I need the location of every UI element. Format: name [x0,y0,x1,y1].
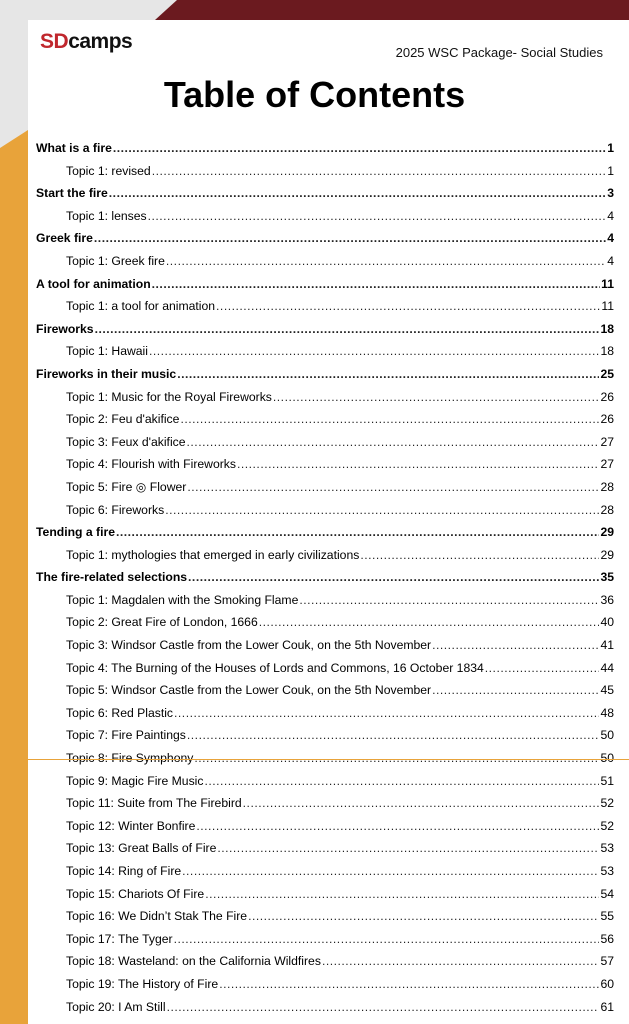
toc-topic-entry[interactable] [36,932,614,955]
toc-page-number: 11 [601,276,614,291]
toc-dot-leader [174,706,599,720]
toc-dot-leader [273,390,600,404]
toc-page-number: 51 [600,773,614,788]
toc-page-number: 36 [600,592,614,607]
toc-entry-title: Topic 1: Greek fire [66,253,165,268]
toc-topic-entry[interactable] [36,774,614,797]
toc-topic-entry[interactable] [36,638,614,661]
toc-dot-leader [196,819,599,833]
toc-page-number: 44 [600,660,614,675]
toc-dot-leader [109,186,606,200]
toc-topic-entry[interactable] [36,977,614,1000]
toc-entry-title: Fireworks [36,321,94,336]
toc-dot-leader [165,503,599,517]
toc-dot-leader [166,254,606,268]
toc-dot-leader [322,954,600,968]
toc-topic-entry[interactable] [36,819,614,842]
toc-entry-title: Topic 1: Magdalen with the Smoking Flame [66,592,299,607]
toc-topic-entry[interactable] [36,796,614,819]
toc-page-number: 41 [600,638,614,653]
toc-dot-leader [116,525,599,539]
toc-entry-title: Topic 12: Winter Bonfire [66,818,196,833]
toc-dot-leader [243,796,600,810]
package-title: 2025 WSC Package- Social Studies [395,45,603,60]
toc-dot-leader [188,570,599,584]
toc-entry-title: Topic 1: a tool for animation [66,299,216,314]
toc-topic-entry[interactable] [36,728,614,751]
toc-dot-leader [167,1000,600,1014]
toc-page-number: 57 [600,954,614,969]
toc-entry-title: Topic 1: Hawaii [66,344,148,359]
toc-topic-entry[interactable] [36,954,614,977]
toc-page-number: 4 [607,253,614,268]
toc-page-number: 35 [600,570,614,585]
toc-dot-leader [204,774,599,788]
toc-page-number: 40 [600,615,614,630]
toc-page-number: 45 [600,683,614,698]
toc-entry-title: A tool for animation [36,276,151,291]
toc-entry-title: Start the fire [36,186,108,201]
sdcamps-logo [40,30,132,54]
toc-dot-leader [187,728,600,742]
toc-page-number: 52 [600,796,614,811]
toc-entry-title: Tending a fire [36,525,115,540]
top-light-band [0,0,155,20]
toc-topic-entry[interactable] [36,615,614,638]
toc-dot-leader [187,435,600,449]
toc-dot-leader [187,480,599,494]
toc-entry-title: Topic 1: mythologies that emerged in early civilizations [66,547,360,562]
toc-entry-title: Topic 4: The Burning of the Houses of Lords and Commons, 16 October 1834 [66,660,484,675]
toc-dot-leader [216,299,600,313]
toc-page-number: 3 [607,186,614,201]
left-stripe-cap [0,130,28,148]
toc-topic-entry[interactable] [36,661,614,684]
toc-dot-leader [219,977,599,991]
toc-page-number: 50 [600,728,614,743]
toc-page-number: 28 [600,479,614,494]
toc-topic-entry[interactable] [36,841,614,864]
toc-topic-entry[interactable] [36,209,614,232]
toc-topic-entry[interactable] [36,412,614,435]
toc-dot-leader [432,683,599,697]
toc-section-entry[interactable] [36,231,614,254]
toc-topic-entry[interactable] [36,909,614,932]
toc-dot-leader [217,841,599,855]
table-of-contents [36,141,614,1022]
logo-camps: camps [68,30,133,53]
toc-page-number: 53 [600,841,614,856]
toc-page-number: 11 [601,299,614,314]
toc-dot-leader [148,209,607,223]
toc-page-number: 26 [600,389,614,404]
toc-page-number: 52 [600,818,614,833]
toc-section-entry[interactable] [36,367,614,390]
toc-page-number: 1 [607,163,614,178]
toc-entry-title: Topic 1: lenses [66,208,147,223]
toc-entry-title: Topic 1: revised [66,163,151,178]
toc-dot-leader [182,864,599,878]
toc-entry-title: Topic 5: Windsor Castle from the Lower Couk, on the 5th November [66,683,432,698]
toc-dot-leader [113,141,606,155]
toc-section-entry[interactable] [36,186,614,209]
toc-section-entry[interactable] [36,570,614,593]
toc-page-number: 1 [607,141,614,155]
toc-page-number: 25 [600,366,614,381]
toc-entry-title: Topic 13: Great Balls of Fire [66,841,217,856]
toc-dot-leader [174,932,600,946]
toc-page-number: 55 [600,909,614,924]
toc-page-number: 29 [600,525,614,540]
toc-dot-leader [432,638,599,652]
toc-section-entry[interactable] [36,525,614,548]
toc-topic-entry[interactable] [36,480,614,503]
toc-topic-entry[interactable] [36,683,614,706]
page-divider-line [28,759,629,760]
toc-dot-leader [299,593,599,607]
toc-page-number: 28 [600,502,614,517]
toc-page-number: 18 [600,344,614,359]
toc-topic-entry[interactable] [36,164,614,187]
toc-topic-entry[interactable] [36,503,614,526]
top-light-band-corner [155,0,177,20]
toc-entry-title: Topic 9: Magic Fire Music [66,773,204,788]
toc-topic-entry[interactable] [36,887,614,910]
toc-topic-entry[interactable] [36,254,614,277]
toc-page-number: 4 [607,208,614,223]
toc-dot-leader [177,367,599,381]
toc-topic-entry[interactable] [36,299,614,322]
toc-entry-title: Topic 14: Ring of Fire [66,864,182,878]
toc-page-number: 4 [607,231,614,246]
toc-section-entry[interactable] [36,141,614,164]
toc-topic-entry[interactable] [36,751,614,774]
toc-topic-entry[interactable] [36,457,614,480]
toc-dot-leader [180,412,599,426]
toc-page-number: 53 [600,864,614,878]
toc-dot-leader [152,277,600,291]
toc-topic-entry[interactable] [36,435,614,458]
toc-dot-leader [237,457,599,471]
toc-entry-title: Topic 5: Fire ◎ Flower [66,479,187,494]
toc-topic-entry[interactable] [36,1000,614,1023]
toc-entry-title: What is a fire [36,141,112,155]
toc-entry-title: Topic 16: We Didn’t Stak The Fire [66,909,248,924]
toc-entry-title: Topic 11: Suite from The Firebird [66,796,242,811]
toc-page-number: 60 [600,976,614,991]
toc-entry-title: Topic 2: Feu d'akifice [66,412,180,427]
toc-entry-title: Topic 6: Fireworks [66,502,165,517]
toc-page-number: 26 [600,412,614,427]
toc-page-number: 27 [600,434,614,449]
toc-page-number: 27 [600,457,614,472]
toc-entry-title: Topic 19: The History of Fire [66,976,219,991]
toc-dot-leader [94,231,606,245]
toc-entry-title: Topic 6: Red Plastic [66,705,174,720]
toc-page-number: 29 [600,547,614,562]
toc-entry-title: Topic 4: Flourish with Fireworks [66,457,236,472]
toc-page-number: 48 [600,705,614,720]
toc-page-number: 61 [600,999,614,1014]
toc-entry-title: Fireworks in their music [36,366,177,381]
toc-section-entry[interactable] [36,277,614,300]
toc-dot-leader [485,661,600,675]
toc-page-number: 56 [600,931,614,946]
toc-page-number: 18 [600,321,614,336]
toc-dot-leader [248,909,599,923]
toc-dot-leader [95,322,600,336]
toc-section-entry[interactable] [36,322,614,345]
toc-dot-leader [259,615,600,629]
toc-entry-title: Greek fire [36,231,93,246]
toc-topic-entry[interactable] [36,864,614,887]
toc-dot-leader [205,887,599,901]
toc-topic-entry[interactable] [36,548,614,571]
toc-topic-entry[interactable] [36,706,614,729]
toc-entry-title: Topic 1: Music for the Royal Fireworks [66,389,272,404]
toc-entry-title: Topic 3: Feux d'akifice [66,434,186,449]
toc-dot-leader [149,344,599,358]
toc-entry-title: Topic 17: The Tyger [66,931,173,946]
toc-entry-title: Topic 15: Chariots Of Fire [66,886,205,901]
page-title: Table of Contents [163,74,466,115]
toc-entry-title: Topic 3: Windsor Castle from the Lower Couk, on the 5th November [66,638,432,653]
left-orange-stripe [0,130,28,1024]
toc-topic-entry[interactable] [36,344,614,367]
toc-page-number: 54 [600,886,614,901]
toc-entry-title: Topic 20: I Am Still [66,999,166,1014]
toc-topic-entry[interactable] [36,593,614,616]
toc-dot-leader [360,548,599,562]
logo-sd: SD [40,30,69,53]
toc-entry-title: Topic 2: Great Fire of London, 1666 [66,615,258,630]
toc-topic-entry[interactable] [36,390,614,413]
toc-entry-title: The fire-related selections [36,570,188,585]
toc-entry-title: Topic 18: Wasteland: on the California Wildfires [66,954,321,969]
toc-dot-leader [152,164,607,178]
toc-entry-title: Topic 7: Fire Paintings [66,728,186,743]
